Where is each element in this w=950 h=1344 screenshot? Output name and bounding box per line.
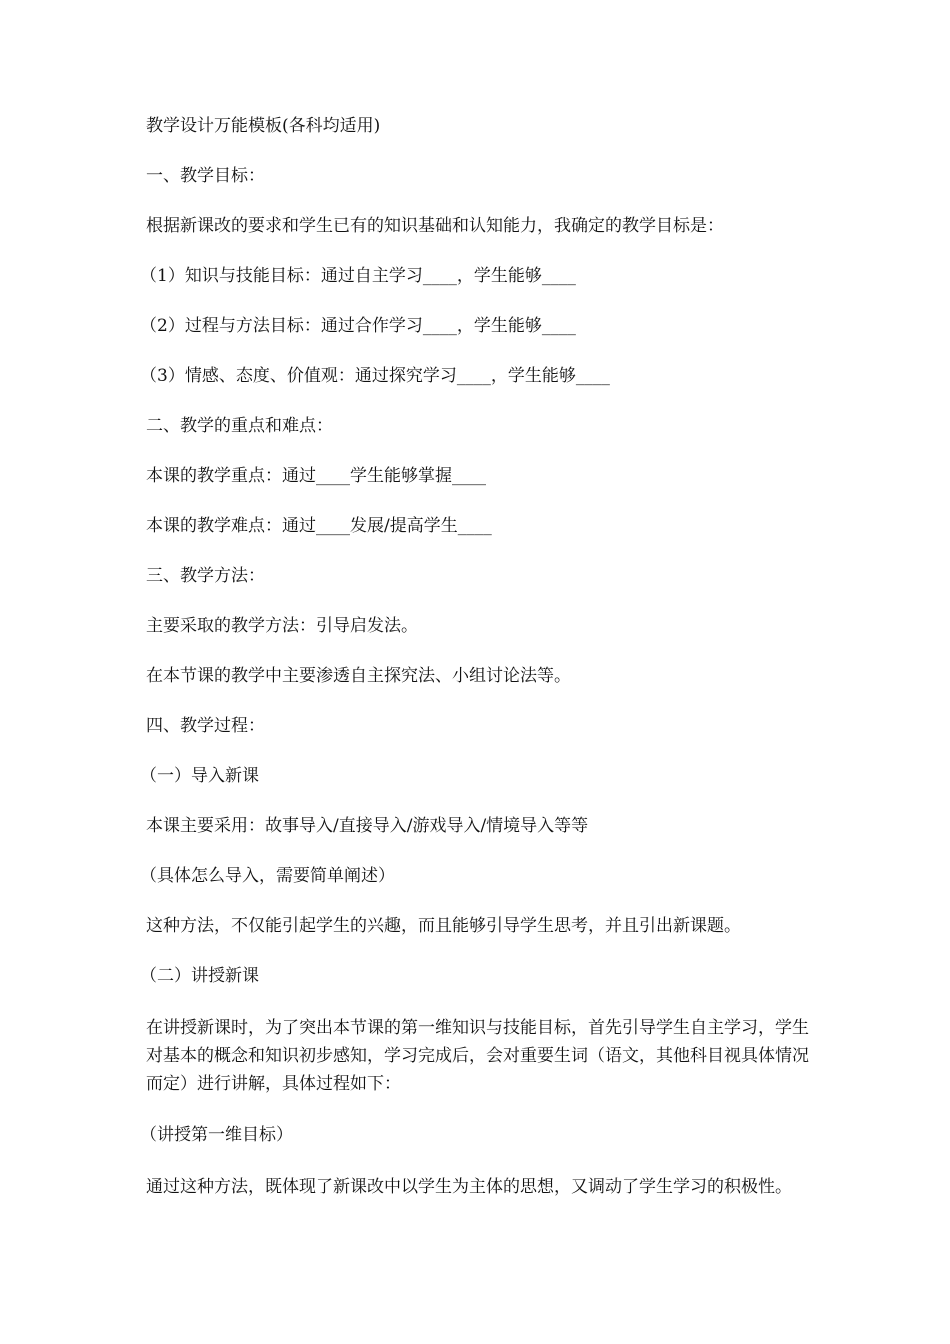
- part2-paragraph: 在讲授新课时，为了突出本节课的第一维知识与技能目标，首先引导学生自主学习，学生对基本的概念和知识初步感知，学习完成后，会对重要生词（语文，其他科目视具体情况而定）进行讲解，具体过程如下：: [146, 1018, 809, 1094]
- part2-note: （讲授第一维目标）: [140, 1125, 293, 1145]
- part1-note: （具体怎么导入，需要简单阐述）: [140, 866, 395, 886]
- part2-heading: （二）讲授新课: [140, 966, 259, 986]
- key-point-text: 本课的教学重点：通过____学生能够掌握____: [146, 466, 486, 486]
- goals-intro: 根据新课改的要求和学生已有的知识基础和认知能力，我确定的教学目标是：: [146, 216, 724, 236]
- part1-heading: （一）导入新课: [140, 766, 259, 786]
- goal-emotion-values: （3）情感、态度、价值观：通过探究学习____，学生能够____: [140, 366, 610, 386]
- goal-process-method: （2）过程与方法目标：通过合作学习____，学生能够____: [140, 316, 576, 336]
- other-methods-text: 在本节课的教学中主要渗透自主探究法、小组讨论法等。: [146, 666, 571, 686]
- section-heading-process: 四、教学过程：: [146, 716, 265, 736]
- part1-method-text: 本课主要采用：故事导入/直接导入/游戏导入/情境导入等等: [146, 816, 589, 836]
- main-method-text: 主要采取的教学方法：引导启发法。: [146, 616, 418, 636]
- part1-effect-text: 这种方法，不仅能引起学生的兴趣，而且能够引导学生思考，并且引出新课题。: [146, 916, 741, 936]
- difficult-point-text: 本课的教学难点：通过____发展/提高学生____: [146, 516, 492, 536]
- part2-effect-paragraph: 通过这种方法，既体现了新课改中以学生为主体的思想，又调动了学生学习的积极性。: [146, 1177, 792, 1197]
- document-title: 教学设计万能模板(各科均适用): [146, 116, 381, 136]
- goal-knowledge-skills: （1）知识与技能目标：通过自主学习____，学生能够____: [140, 266, 576, 286]
- section-heading-goals: 一、教学目标：: [146, 166, 265, 186]
- section-heading-key-points: 二、教学的重点和难点：: [146, 416, 333, 436]
- section-heading-methods: 三、教学方法：: [146, 566, 265, 586]
- document-body: [140, 114, 816, 1226]
